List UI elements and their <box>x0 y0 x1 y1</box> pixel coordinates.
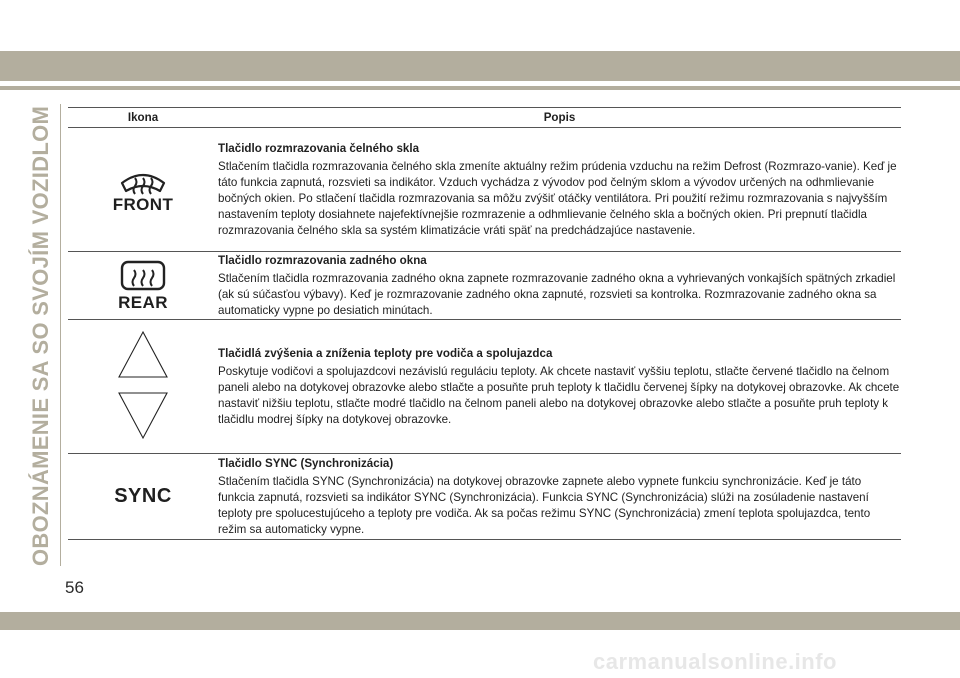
row-text: Stlačením tlačidla SYNC (Synchronizácia) na dotykovej obrazovke zapnete alebo vypnete funkciu synchronizácie. Keď je táto funkcia zapnutá, rozsvieti sa indikátor SYNC (Synchronizácia). Funkcia SYNC (Synchronizácia) slúži na zosúladenie nastavení teploty pre spolucestujúceho a teploty pre vodiča. Ak sa počas režimu SYNC (Synchronizácia) zmení teplota spolujazdca, tento režim sa automaticky vypne. <box>218 474 871 536</box>
table-header-row <box>68 108 901 128</box>
rear-label: REAR <box>118 292 168 312</box>
description-cell <box>218 252 901 320</box>
column-header-icon: Ikona <box>68 108 218 128</box>
front-defrost-icon <box>113 165 174 215</box>
rear-defrost-icon <box>118 259 168 313</box>
description-cell <box>218 320 901 454</box>
table-row <box>68 128 901 252</box>
triangle-up-icon <box>119 332 167 377</box>
icon-cell <box>68 252 218 320</box>
section-divider <box>60 104 61 566</box>
row-text: Poskytuje vodičovi a spolujazdcovi nezávislú reguláciu teploty. Ak chcete nastaviť vyššiu teplotu, stlačte červené tlačidlo na čelnom paneli alebo na dotykovej obrazovke alebo stlačte a posuňte pruh teploty k tlačidlu červenej šípky na dotykovej obrazovke. Ak chcete nastaviť nižšiu teplotu, stlačte modré tlačidlo na čelnom paneli alebo na dotykovej obrazovke alebo stlačte a posuňte pruh teploty k tlačidlu modrej šípky na dotykovej obrazovke. <box>218 364 900 426</box>
description-cell <box>218 128 901 252</box>
temperature-up-down-icon <box>117 329 169 441</box>
front-label: FRONT <box>112 194 174 214</box>
row-text: Stlačením tlačidla rozmrazovania čelného skla zmeníte aktuálny režim prúdenia vzduchu na režim Defrost (Rozmrazo-vanie). Keď je táto funkcia zapnutá, rozsvieti sa indikátor. Vzduch vychádza z vývodov pod čelným sklom a vývodov určených na odhmlievanie bočných okien. Po stlačení tlačidla rozmrazovania sa môžu zvýšiť otáčky ventilátora. Pri použití režimu rozmrazovania s najvyšším nastavením teploty dosiahnete najefektívnejšie rozmrazenie a odhmlievanie čelného skla a bočných okien. Pri prepnutí tlačidla rozmrazovania čelného skla sa systém klimatizácie vráti späť na predchádzajúce nastavenie. <box>218 159 897 237</box>
footer-band <box>0 612 960 630</box>
header-rule <box>0 86 960 90</box>
controls-table <box>68 107 901 540</box>
row-title: Tlačidlo rozmrazovania zadného okna <box>218 253 427 267</box>
row-title: Tlačidlo SYNC (Synchronizácia) <box>218 456 394 470</box>
description-cell <box>218 454 901 540</box>
table-row <box>68 320 901 454</box>
header-band <box>0 51 960 81</box>
sync-text-icon: SYNC <box>114 485 172 507</box>
section-title-vertical: OBOZNÁMENIE SA SO SVOJÍM VOZIDLOM <box>28 105 53 566</box>
icon-cell <box>68 454 218 540</box>
page-number: 56 <box>65 578 84 597</box>
icon-cell <box>68 128 218 252</box>
watermark: carmanualsonline.info <box>593 649 837 674</box>
icon-cell <box>68 320 218 454</box>
table-row <box>68 252 901 320</box>
triangle-down-icon <box>119 393 167 438</box>
row-title: Tlačidlo rozmrazovania čelného skla <box>218 141 420 155</box>
table-row <box>68 454 901 540</box>
row-title: Tlačidlá zvýšenia a zníženia teploty pre vodiča a spolujazdca <box>218 346 553 360</box>
row-text: Stlačením tlačidla rozmrazovania zadného okna zapnete rozmrazovanie zadného okna a vyhrievaných vonkajších spätných zrkadiel (ak sú súčasťou výbavy). Keď je rozmrazovanie zadného okna zapnuté, rozsvieti sa kontrolka. Rozmrazovanie zadného okna sa automaticky vypne po desiatich minútach. <box>218 271 896 317</box>
column-header-description: Popis <box>218 108 901 128</box>
